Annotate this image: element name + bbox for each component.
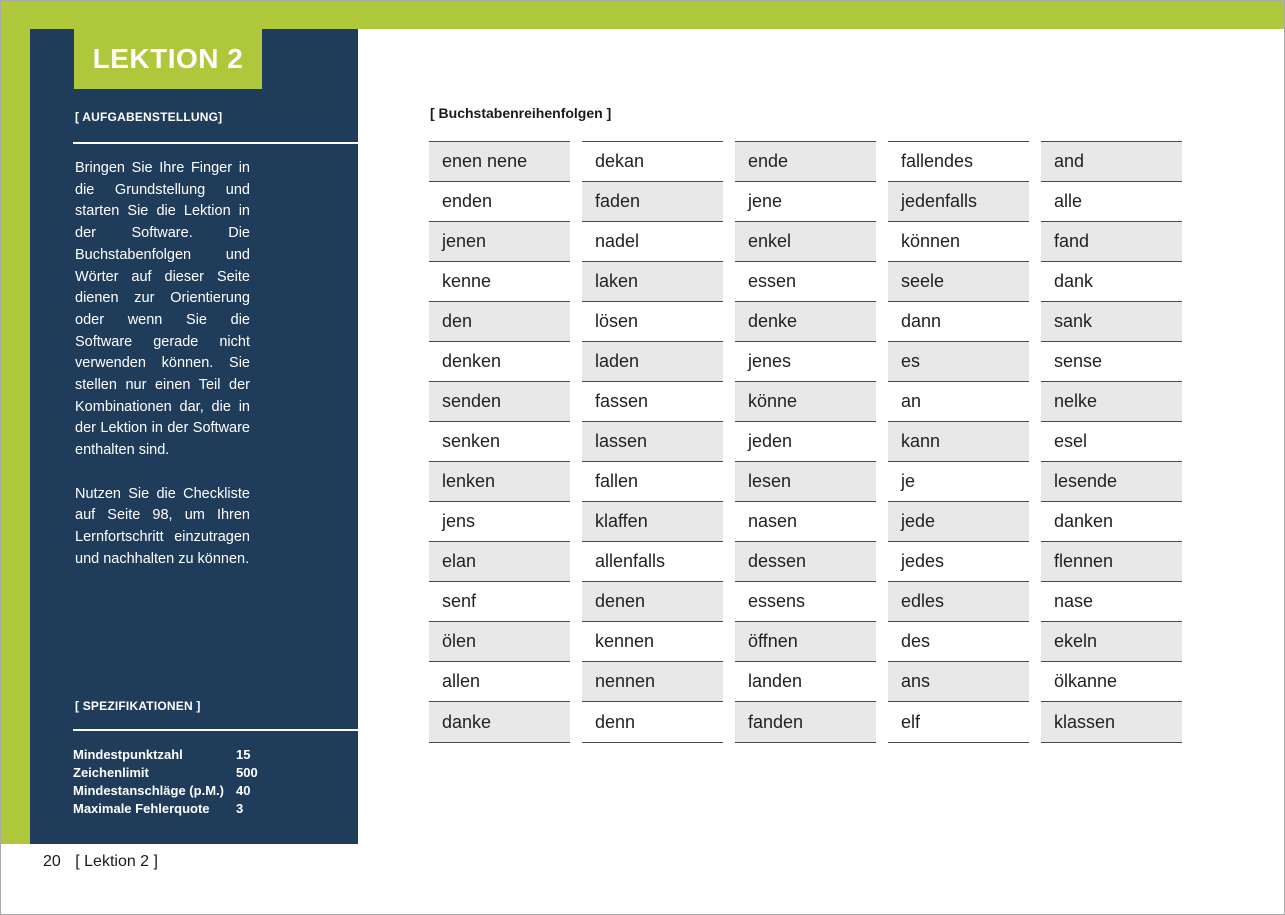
word-cell: senf — [429, 581, 570, 621]
word-cell: jens — [429, 501, 570, 541]
spec-row-char-limit — [73, 764, 276, 782]
word-grid — [429, 141, 1182, 743]
word-cell: lenken — [429, 461, 570, 501]
word-cell: nelke — [1041, 381, 1182, 421]
word-cell: dann — [888, 301, 1029, 341]
word-cell: landen — [735, 661, 876, 701]
word-cell: essen — [735, 261, 876, 301]
word-cell: jene — [735, 181, 876, 221]
specs-heading: [ SPEZIFIKATIONEN ] — [75, 699, 201, 713]
word-cell: denken — [429, 341, 570, 381]
word-cell: denen — [582, 581, 723, 621]
word-cell: ans — [888, 661, 1029, 701]
left-accent-strip — [1, 29, 30, 844]
word-cell: fallen — [582, 461, 723, 501]
spec-label: Zeichenlimit — [73, 765, 149, 780]
spec-row-min-points — [73, 746, 276, 764]
word-cell: können — [888, 221, 1029, 261]
word-cell: laken — [582, 261, 723, 301]
word-cell: jede — [888, 501, 1029, 541]
task-divider — [73, 142, 384, 144]
specs-divider — [73, 729, 384, 731]
word-cell: fallendes — [888, 141, 1029, 181]
spec-row-max-errors — [73, 800, 276, 818]
word-cell: jedenfalls — [888, 181, 1029, 221]
word-cell: allenfalls — [582, 541, 723, 581]
spec-value: 3 — [236, 801, 244, 816]
word-cell: fassen — [582, 381, 723, 421]
word-cell: denn — [582, 701, 723, 743]
word-cell: jenen — [429, 221, 570, 261]
word-column — [735, 141, 876, 743]
word-cell: flennen — [1041, 541, 1182, 581]
word-cell: dessen — [735, 541, 876, 581]
specs-table — [73, 746, 276, 818]
word-column — [429, 141, 570, 743]
word-cell: klaffen — [582, 501, 723, 541]
word-cell: jedes — [888, 541, 1029, 581]
task-heading: [ AUFGABENSTELLUNG] — [75, 110, 223, 124]
word-cell: dekan — [582, 141, 723, 181]
word-cell: es — [888, 341, 1029, 381]
word-cell: kennen — [582, 621, 723, 661]
footer-chapter: [ Lektion 2 ] — [75, 853, 158, 870]
word-cell: jeden — [735, 421, 876, 461]
word-cell: klassen — [1041, 701, 1182, 743]
page-footer — [43, 853, 158, 871]
word-cell: senken — [429, 421, 570, 461]
spec-row-min-strokes — [73, 782, 276, 800]
word-cell: edles — [888, 581, 1029, 621]
word-cell: enen nene — [429, 141, 570, 181]
spec-label: Maximale Fehlerquote — [73, 801, 210, 816]
word-cell: alle — [1041, 181, 1182, 221]
word-cell: sense — [1041, 341, 1182, 381]
word-cell: könne — [735, 381, 876, 421]
word-cell: nennen — [582, 661, 723, 701]
spec-value: 500 — [236, 765, 258, 780]
word-column — [888, 141, 1029, 743]
word-cell: ölkanne — [1041, 661, 1182, 701]
word-cell: sank — [1041, 301, 1182, 341]
word-cell: and — [1041, 141, 1182, 181]
task-paragraph-2: Nutzen Sie die Checkliste auf Seite 98, um Ihren Lernfortschritt einzutragen und nachhalten zu können. — [75, 485, 250, 567]
word-cell: fanden — [735, 701, 876, 743]
word-cell: lassen — [582, 421, 723, 461]
word-cell: senden — [429, 381, 570, 421]
word-cell: seele — [888, 261, 1029, 301]
sequences-heading: [ Buchstabenreihenfolgen ] — [430, 105, 612, 121]
word-cell: an — [888, 381, 1029, 421]
word-cell: ekeln — [1041, 621, 1182, 661]
task-paragraph-1: Bringen Sie Ihre Finger in die Grundstellung und starten Sie die Lektion in der Software. Die Buchstabenfolgen und Wörter auf dieser Seite dienen zur Orientierung oder wenn Sie die Software gerade nicht verwenden können. Sie stellen nur einen Teil der Kombinationen dar, die in der Lektion in der Software enthalten sind. — [75, 160, 250, 459]
word-cell: öffnen — [735, 621, 876, 661]
word-cell: faden — [582, 181, 723, 221]
spec-value: 40 — [236, 783, 251, 798]
word-column — [1041, 141, 1182, 743]
page-number: 20 — [43, 853, 61, 870]
word-cell: enkel — [735, 221, 876, 261]
spec-label: Mindestanschläge (p.M.) — [73, 783, 224, 798]
word-cell: des — [888, 621, 1029, 661]
word-cell: ende — [735, 141, 876, 181]
word-cell: lesende — [1041, 461, 1182, 501]
word-cell: enden — [429, 181, 570, 221]
word-cell: lesen — [735, 461, 876, 501]
word-cell: lösen — [582, 301, 723, 341]
word-cell: den — [429, 301, 570, 341]
word-column — [582, 141, 723, 743]
word-cell: ölen — [429, 621, 570, 661]
word-cell: elf — [888, 701, 1029, 743]
word-cell: danke — [429, 701, 570, 743]
word-cell: allen — [429, 661, 570, 701]
word-cell: nadel — [582, 221, 723, 261]
word-cell: laden — [582, 341, 723, 381]
word-cell: elan — [429, 541, 570, 581]
word-cell: kann — [888, 421, 1029, 461]
word-cell: esel — [1041, 421, 1182, 461]
word-cell: denke — [735, 301, 876, 341]
word-cell: je — [888, 461, 1029, 501]
word-cell: jenes — [735, 341, 876, 381]
word-cell: nasen — [735, 501, 876, 541]
word-cell: dank — [1041, 261, 1182, 301]
word-cell: kenne — [429, 261, 570, 301]
word-cell: essens — [735, 581, 876, 621]
word-cell: fand — [1041, 221, 1182, 261]
spec-label: Mindestpunktzahl — [73, 747, 183, 762]
word-cell: danken — [1041, 501, 1182, 541]
word-cell: nase — [1041, 581, 1182, 621]
spec-value: 15 — [236, 747, 251, 762]
task-description — [75, 158, 250, 570]
lesson-title: LEKTION 2 — [74, 29, 262, 89]
top-accent-bar — [1, 1, 1284, 29]
